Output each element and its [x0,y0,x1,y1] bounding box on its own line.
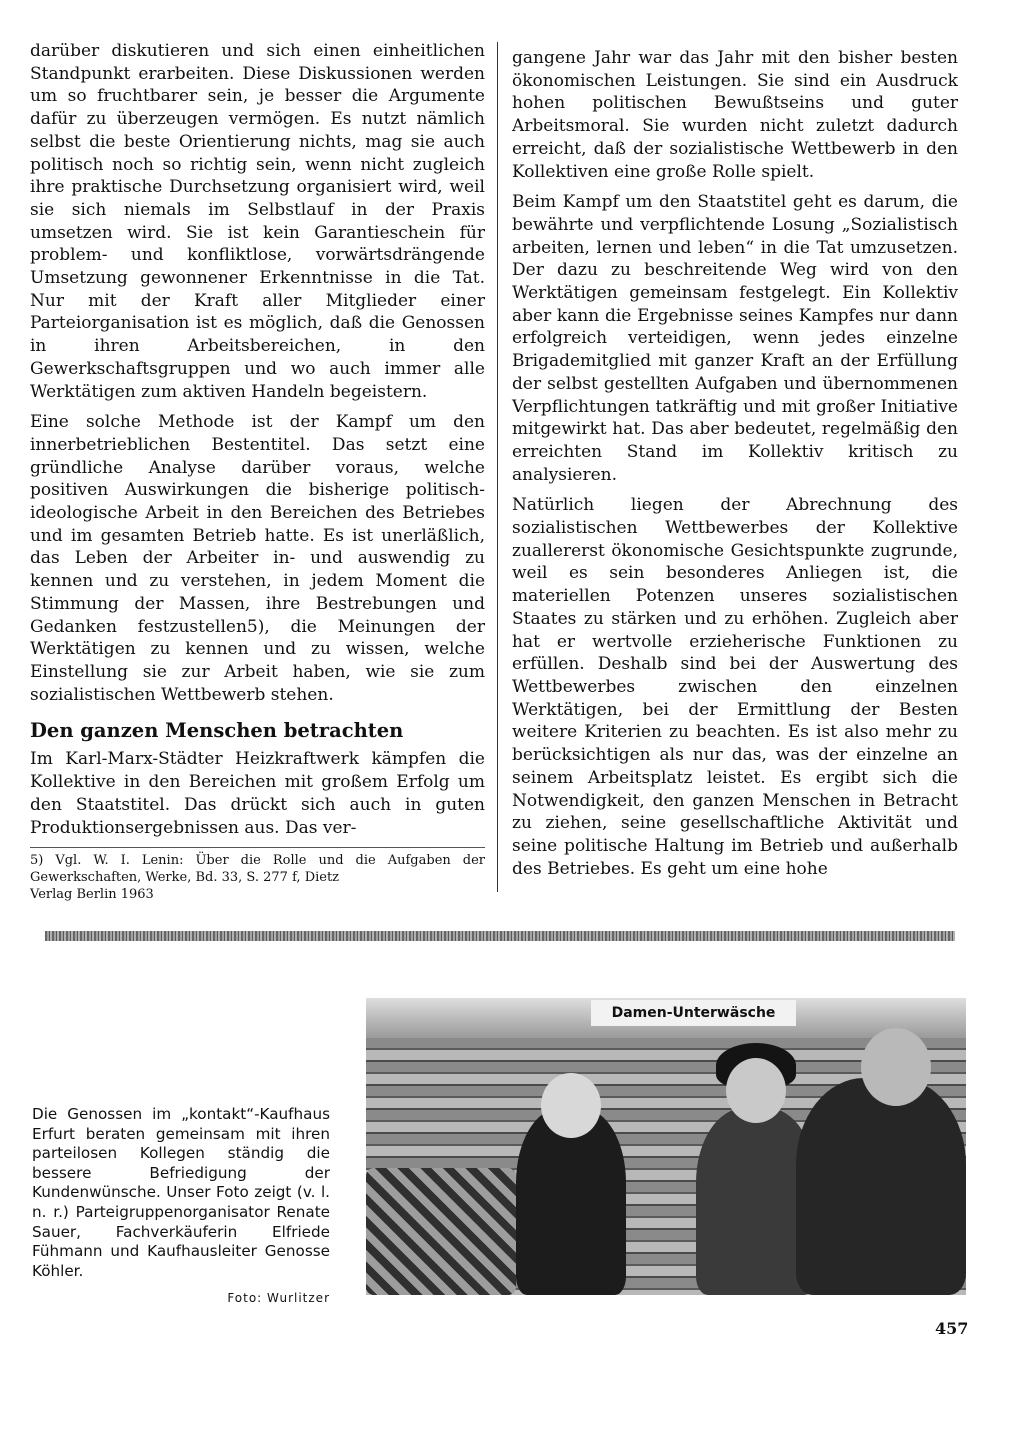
photo-person-right-head [861,1028,931,1106]
photo-plaid-bag [366,1168,516,1295]
page-number: 457 [935,1319,969,1338]
paragraph: Eine solche Methode ist der Kampf um den innerbetrieblichen Bestentitel. Das setzt eine gründliche Analyse darüber voraus, welche positiven Auswirkungen die bisherige politisch-ideologische Arbeit in den Bereichen des Betriebes und im gesamten Betrieb hatte. Es ist unerläßlich, das Leben der Arbeiter in- und auswendig zu kennen und zu verstehen, in jedem Moment die Stimmung der Massen, ihre Bestrebungen und Gedanken festzustellen5), die Meinungen der Werktätigen zu kennen und zu wissen, welche Einstellung sie zur Arbeit haben, wie sie zum sozialistischen Wettbewerb stehen. [30,412,485,705]
footnote [30,847,485,903]
decorative-band [45,931,955,941]
right-column [512,47,958,927]
footnote-line: Verlag Berlin 1963 [30,887,154,903]
left-column [30,40,485,920]
caption-text: Die Genossen im „kontakt“-Kaufhaus Erfurt beraten gemeinsam mit ihren parteilosen Kollegen ständig die bessere Befriedigung der Kundenwünsche. Unser Foto zeigt (v. l. n. r.) Parteigruppenorganisator Renate Sauer, Fachverkäuferin Elfriede Fühmann und Kaufhausleiter Genosse Köhler. [32,1105,330,1280]
paragraph: darüber diskutieren und sich einen einheitlichen Standpunkt erarbeiten. Diese Diskussionen werden um so fruchtbarer sein, je besser die Argumente dafür zu überzeugen vermögen. Es nutzt nämlich selbst die beste Orientierung nichts, mag sie auch politisch noch so richtig sein, wenn nicht zugleich ihre praktische Durchsetzung organisiert wird, weil sie sich niemals im Selbstlauf in der Praxis umsetzen wird. Sie ist kein Garantieschein für problem- und konfliktlose, vorwärtsdrängende Umsetzung gewonnener Erkenntnisse in die Tat. Nur mit der Kraft aller Mitglieder einer Parteiorganisation ist es möglich, daß die Genossen in ihren Arbeitsbereichen, in den Gewerkschaftsgruppen und wo auch immer alle Werktätigen zum aktiven Handeln begeistern. [30,41,485,402]
store-photo [366,998,966,1295]
photo-credit: Foto: Wurlitzer [227,1291,330,1306]
section-heading: Den ganzen Menschen betrachten [30,719,404,743]
store-sign: Damen-Unterwäsche [591,1000,796,1026]
paragraph: Beim Kampf um den Staatstitel geht es darum, die bewährte und verpflichtende Losung „Sozialistisch arbeiten, lernen und leben“ in die Tat umzusetzen. Der dazu zu beschreitende Weg wird von den Werktätigen gemeinsam festgelegt. Ein Kollektiv aber kann die Ergebnisse seines Kampfes nur dann erfolgreich verteidigen, wenn jedes einzelne Brigademitglied mit ganzer Kraft an der Erfüllung der selbst gestellten Aufgaben und übernommenen Verpflichtungen tatkräftig und mit großer Initiative mitgewirkt hat. Das aber bedeutet, regelmäßig den erreichten Stand im Kollektiv kritisch zu analysieren. [512,192,958,485]
photo-caption [32,1105,330,1309]
photo-person-middle-head [726,1058,786,1123]
photo-person-left-head [541,1073,601,1138]
column-divider [497,42,498,892]
paragraph: Im Karl-Marx-Städter Heizkraftwerk kämpfen die Kollektive in den Bereichen mit großem Erfolg um den Staatstitel. Das drückt sich auch in guten Produktionsergebnissen aus. Das ver- [30,749,485,838]
photo-person-right [796,1078,966,1295]
paragraph: Natürlich liegen der Abrechnung des sozialistischen Wettbewerbes der Kollektive zuallererst ökonomische Gesichtspunkte zugrunde, weil es sein besonderes Anliegen ist, die materiellen Potenzen unseres sozialistischen Staates zu stärken und zu erhöhen. Zugleich aber hat er wertvolle erzieherische Funktionen zu erfüllen. Deshalb sind bei der Auswertung des Wettbewerbes zwischen den einzelnen Werktätigen, bei der Ermittlung der Besten weitere Kriterien zu beachten. Es ist also mehr zu berücksichtigen als nur das, was der einzelne an seinem Arbeitsplatz leistet. Es ergibt sich die Notwendigkeit, den ganzen Menschen in Betracht zu ziehen, seine gesellschaftliche Aktivität und seine politische Haltung im Betrieb und außerhalb des Betriebes. Es geht um eine hohe [512,495,958,879]
paragraph: gangene Jahr war das Jahr mit den bisher besten ökonomischen Leistungen. Sie sind ein Ausdruck hohen politischen Bewußtseins und guter Arbeitsmoral. Sie wurden nicht zuletzt dadurch erreicht, daß der sozialistische Wettbewerb in den Kollektiven eine große Rolle spielt. [512,48,958,182]
footnote-line: 5) Vgl. W. I. Lenin: Über die Rolle und die Aufgaben der Gewerkschaften, Werke, Bd. 33, S. 277 f, Dietz [30,853,485,886]
